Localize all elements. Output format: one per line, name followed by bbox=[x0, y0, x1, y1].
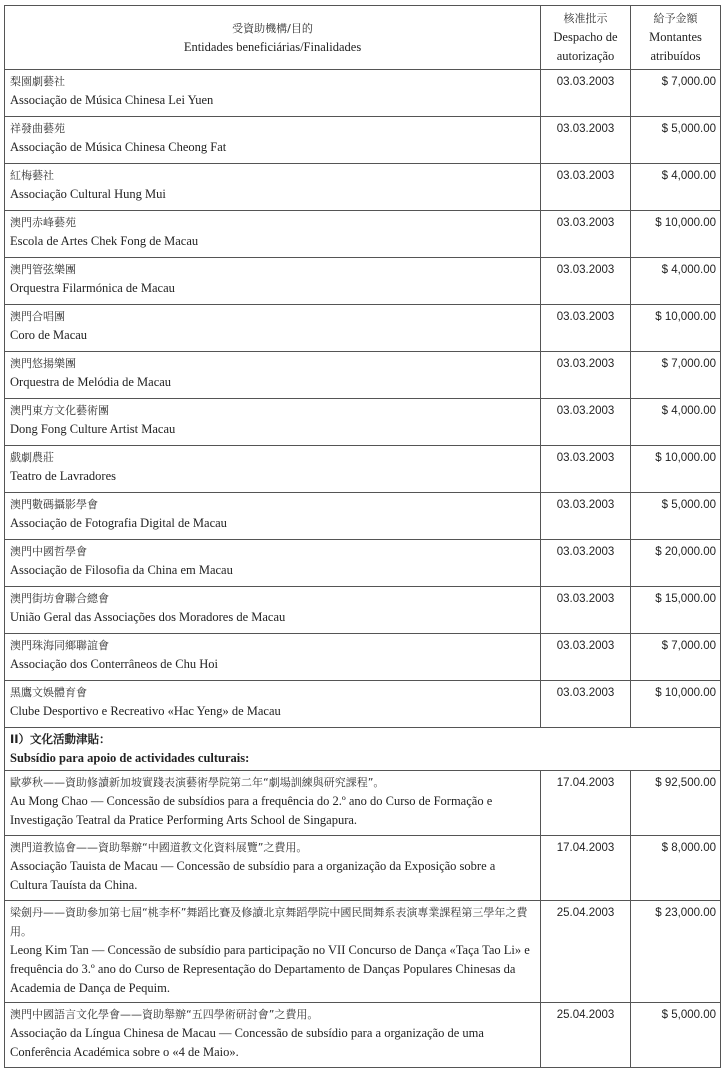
table-header bbox=[5, 6, 721, 70]
table-row: 梁劍丹——資助參加第七屆“桃李杯”舞蹈比賽及修讀北京舞蹈學院中國民間舞系表演專業課程第三學年之費用。 Leong Kim Tan — Concessão de subsídio para participação no VII Concurso de Dança «Taça Tao Li» e frequência do 3.º ano do Curso de Representação do Departamento de Danças Populares Chinesas da Academia de Dança de Pequim. 25.04.2003 $ 23,000.00 bbox=[5, 901, 721, 1003]
section-heading: II）文化活動津貼： Subsídio para apoio de actividades culturais: bbox=[5, 728, 721, 771]
header-date: 核准批示 Despacho de autorização bbox=[541, 6, 631, 70]
table-row: 澳門中國哲學會 Associação de Filosofia da China em Macau 03.03.2003 $ 20,000.00 bbox=[5, 540, 721, 587]
table-row: 澳門數碼攝影學會 Associação de Fotografia Digital de Macau 03.03.2003 $ 5,000.00 bbox=[5, 493, 721, 540]
header-entities: 受資助機構/目的 Entidades beneficiárias/Finalidades bbox=[5, 6, 541, 70]
table-row: 戲劇農莊 Teatro de Lavradores 03.03.2003 $ 10,000.00 bbox=[5, 446, 721, 493]
table-row: 澳門管弦樂團 Orquestra Filarmónica de Macau 03.03.2003 $ 4,000.00 bbox=[5, 258, 721, 305]
table-row: 梨園劇藝社 Associação de Música Chinesa Lei Yuen 03.03.2003 $ 7,000.00 bbox=[5, 70, 721, 117]
table-row: 澳門合唱團 Coro de Macau 03.03.2003 $ 10,000.00 bbox=[5, 305, 721, 352]
table-row: 澳門中國語言文化學會——資助舉辦“五四學術研討會”之費用。 Associação da Língua Chinesa de Macau — Concessão de subsídio para a organização de uma Conferência Académica sobre o «4 de Maio». 25.04.2003 $ 5,000.00 bbox=[5, 1003, 721, 1068]
table-row: 澳門街坊會聯合總會 União Geral das Associações dos Moradores de Macau 03.03.2003 $ 15,000.00 bbox=[5, 587, 721, 634]
table-row: 祥發曲藝苑 Associação de Música Chinesa Cheong Fat 03.03.2003 $ 5,000.00 bbox=[5, 117, 721, 164]
table-row: 黑鷹文娛體育會 Clube Desportivo e Recreativo «Hac Yeng» de Macau 03.03.2003 $ 10,000.00 bbox=[5, 681, 721, 728]
subsidy-table bbox=[4, 5, 721, 1068]
table-row: 澳門珠海同鄉聯誼會 Associação dos Conterrâneos de Chu Hoi 03.03.2003 $ 7,000.00 bbox=[5, 634, 721, 681]
table-row: 澳門赤峰藝苑 Escola de Artes Chek Fong de Macau 03.03.2003 $ 10,000.00 bbox=[5, 211, 721, 258]
header-amount: 給予金額 Montantes atribuídos bbox=[631, 6, 721, 70]
table-row: 歐夢秋——資助修讀新加坡實踐表演藝術學院第二年“劇場訓練與研究課程”。 Au Mong Chao — Concessão de subsídios para a frequência do 2.º ano do Curso de Formação e Investigação Teatral da Pratice Performing Arts School de Singapura. 17.04.2003 $ 92,500.00 bbox=[5, 771, 721, 836]
table-row: 紅梅藝社 Associação Cultural Hung Mui 03.03.2003 $ 4,000.00 bbox=[5, 164, 721, 211]
table-row: 澳門悠揚樂團 Orquestra de Melódia de Macau 03.03.2003 $ 7,000.00 bbox=[5, 352, 721, 399]
table-row: 澳門道教協會——資助舉辦“中國道教文化資料展覽”之費用。 Associação Tauista de Macau — Concessão de subsídio para a organização da Exposição sobre a Cultura Tauísta da China. 17.04.2003 $ 8,000.00 bbox=[5, 836, 721, 901]
table-row: 澳門東方文化藝術團 Dong Fong Culture Artist Macau 03.03.2003 $ 4,000.00 bbox=[5, 399, 721, 446]
